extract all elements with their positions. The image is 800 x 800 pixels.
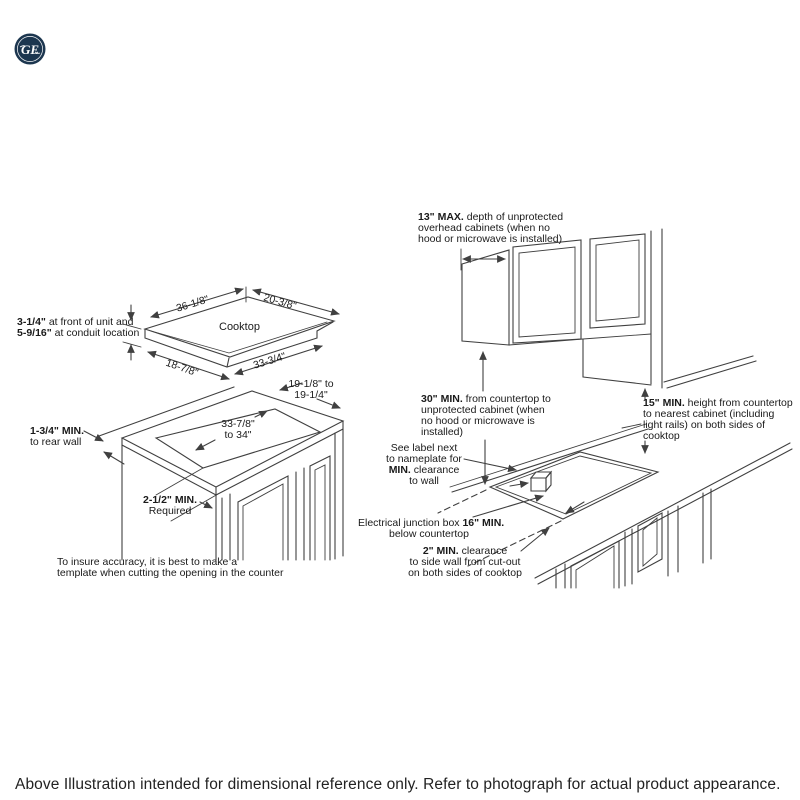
junction-box-label: Electrical junction box 16" MIN. below countertop	[358, 517, 505, 540]
footer-note: Above Illustration intended for dimensional reference only. Refer to photograph for actual product appearance.	[15, 776, 781, 793]
countertop-clearance-label: 30" MIN. from countertop to unprotected cabinet (when no hood or microwave is installed)	[421, 393, 551, 438]
cooktop-label: Cooktop	[219, 321, 260, 333]
front-clearance-label: 2-1/2" MIN. Required	[143, 494, 197, 517]
side-height-label: 15" MIN. height from countertop to nearest cabinet (including light rails) on both sides of cooktop	[643, 397, 793, 442]
dim-33-3-4: 33-3/4"	[251, 350, 288, 372]
cutout-width-label: 19-1/8" to 19-1/4"	[288, 378, 334, 401]
side-wall-clearance-label: 2" MIN. clearance to side wall from cut-out on both sides of cooktop	[408, 545, 522, 579]
dim-36-1-8: 36-1/8"	[174, 293, 211, 315]
cutout-length-label: 33-7/8" to 34"	[221, 418, 255, 441]
cooktop-drawing	[123, 287, 339, 379]
dim-18-7-8: 18-7/8"	[164, 356, 200, 380]
counter-left-drawing	[84, 383, 343, 560]
ge-logo-text: GE	[20, 42, 40, 57]
rear-wall-clearance-label: 1-3/4" MIN. to rear wall	[30, 425, 84, 448]
nameplate-note: See label next to nameplate for MIN. clearance to wall	[386, 442, 462, 487]
front-height-note: 3-1/4" at front of unit and 5-9/16" at conduit location	[17, 316, 140, 339]
accuracy-note: To insure accuracy, it is best to make a template when cutting the opening in the counter	[57, 556, 284, 579]
dim-20-3-8: 20-3/8"	[262, 291, 298, 313]
overhead-depth-label: 13" MAX. depth of unprotected overhead cabinets (when no hood or microwave is installed)	[418, 211, 564, 245]
overhead-cabinets-drawing	[461, 229, 756, 484]
